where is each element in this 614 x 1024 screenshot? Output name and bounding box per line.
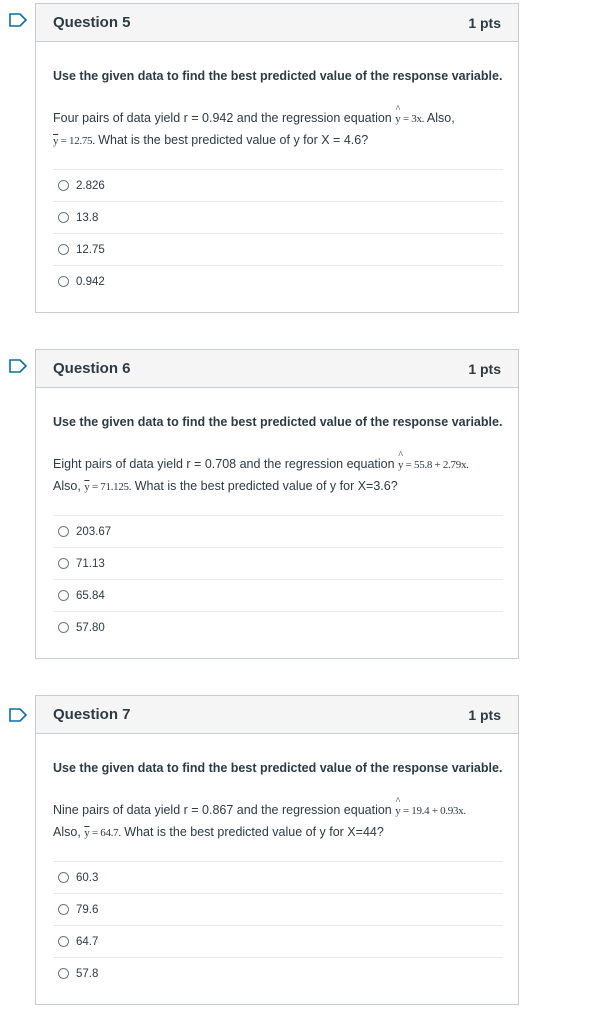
- question-stem: [53, 454, 503, 498]
- answer-list: [53, 169, 503, 297]
- answer-label: 60.3: [76, 871, 99, 884]
- radio-button[interactable]: [58, 276, 69, 287]
- answer-option[interactable]: [53, 515, 503, 547]
- stem-question: What is the best predicted value of y for X=44?: [124, 825, 384, 839]
- radio-button[interactable]: [58, 622, 69, 633]
- mean-y: $\overline{y} = 64.7$.: [84, 827, 121, 839]
- radio-button[interactable]: [58, 244, 69, 255]
- stem-text: Eight pairs of data yield r = 0.708 and the regression equation: [53, 457, 395, 471]
- question-header: [36, 4, 518, 42]
- regression-equation: ^ y = 19.4 + 0.93x.: [395, 805, 466, 817]
- question-points: 1 pts: [468, 360, 501, 377]
- mean-y: $\overline{y} = 12.75$.: [53, 135, 95, 147]
- question-points: 1 pts: [468, 14, 501, 31]
- question-header: [36, 350, 518, 388]
- answer-label: 65.84: [76, 589, 105, 602]
- flag-question-icon[interactable]: [9, 359, 29, 373]
- answer-label: 2.826: [76, 179, 105, 192]
- answer-option[interactable]: [53, 579, 503, 611]
- regression-equation: ^ y = 3x.: [395, 113, 424, 125]
- radio-button[interactable]: [58, 590, 69, 601]
- answer-option[interactable]: [53, 233, 503, 265]
- answer-option[interactable]: [53, 265, 503, 297]
- answer-label: 13.8: [76, 211, 99, 224]
- question-stem: [53, 800, 503, 844]
- answer-label: 71.13: [76, 557, 105, 570]
- stem-text-also: Also,: [53, 825, 81, 839]
- answer-option[interactable]: [53, 547, 503, 579]
- answer-option[interactable]: [53, 169, 503, 201]
- flag-question-icon[interactable]: [9, 13, 29, 27]
- answer-list: [53, 515, 503, 643]
- answer-option[interactable]: [53, 893, 503, 925]
- answer-label: 57.8: [76, 967, 99, 980]
- flag-question-icon[interactable]: [9, 708, 29, 722]
- stem-question: What is the best predicted value of y for X=3.6?: [134, 479, 398, 493]
- stem-question: What is the best predicted value of y for X = 4.6?: [98, 133, 369, 147]
- mean-y: $\overline{y} = 71.125$.: [84, 481, 132, 493]
- radio-button[interactable]: [58, 968, 69, 979]
- question-instruction: Use the given data to find the best predicted value of the response variable.: [53, 761, 503, 775]
- radio-button[interactable]: [58, 212, 69, 223]
- question-stem: [53, 108, 503, 152]
- answer-list: [53, 861, 503, 989]
- question-header: [36, 696, 518, 734]
- answer-label: 64.7: [76, 935, 99, 948]
- radio-button[interactable]: [58, 180, 69, 191]
- answer-option[interactable]: [53, 611, 503, 643]
- question-instruction: Use the given data to find the best predicted value of the response variable.: [53, 415, 503, 429]
- regression-equation: ^ y = 55.8 + 2.79x.: [398, 459, 469, 471]
- radio-button[interactable]: [58, 936, 69, 947]
- question-title: Question 7: [53, 706, 131, 723]
- question-card: [35, 349, 519, 659]
- answer-option[interactable]: [53, 201, 503, 233]
- question-card: [35, 695, 519, 1005]
- y-hat: ^ y: [395, 109, 400, 130]
- stem-text: Four pairs of data yield r = 0.942 and the regression equation: [53, 111, 392, 125]
- radio-button[interactable]: [58, 558, 69, 569]
- stem-text: Nine pairs of data yield r = 0.867 and the regression equation: [53, 803, 392, 817]
- stem-text-also: Also,: [53, 479, 81, 493]
- answer-option[interactable]: [53, 925, 503, 957]
- radio-button[interactable]: [58, 526, 69, 537]
- question-title: Question 6: [53, 360, 131, 377]
- answer-label: 12.75: [76, 243, 105, 256]
- answer-label: 203.67: [76, 525, 112, 538]
- radio-button[interactable]: [58, 872, 69, 883]
- question-points: 1 pts: [468, 706, 501, 723]
- question-instruction: Use the given data to find the best predicted value of the response variable.: [53, 69, 503, 83]
- answer-option[interactable]: [53, 957, 503, 989]
- answer-option[interactable]: [53, 861, 503, 893]
- radio-button[interactable]: [58, 904, 69, 915]
- stem-text-also: Also,: [426, 111, 455, 125]
- answer-label: 57.80: [76, 621, 105, 634]
- question-card: [35, 3, 519, 313]
- question-title: Question 5: [53, 14, 131, 31]
- answer-label: 79.6: [76, 903, 99, 916]
- answer-label: 0.942: [76, 275, 105, 288]
